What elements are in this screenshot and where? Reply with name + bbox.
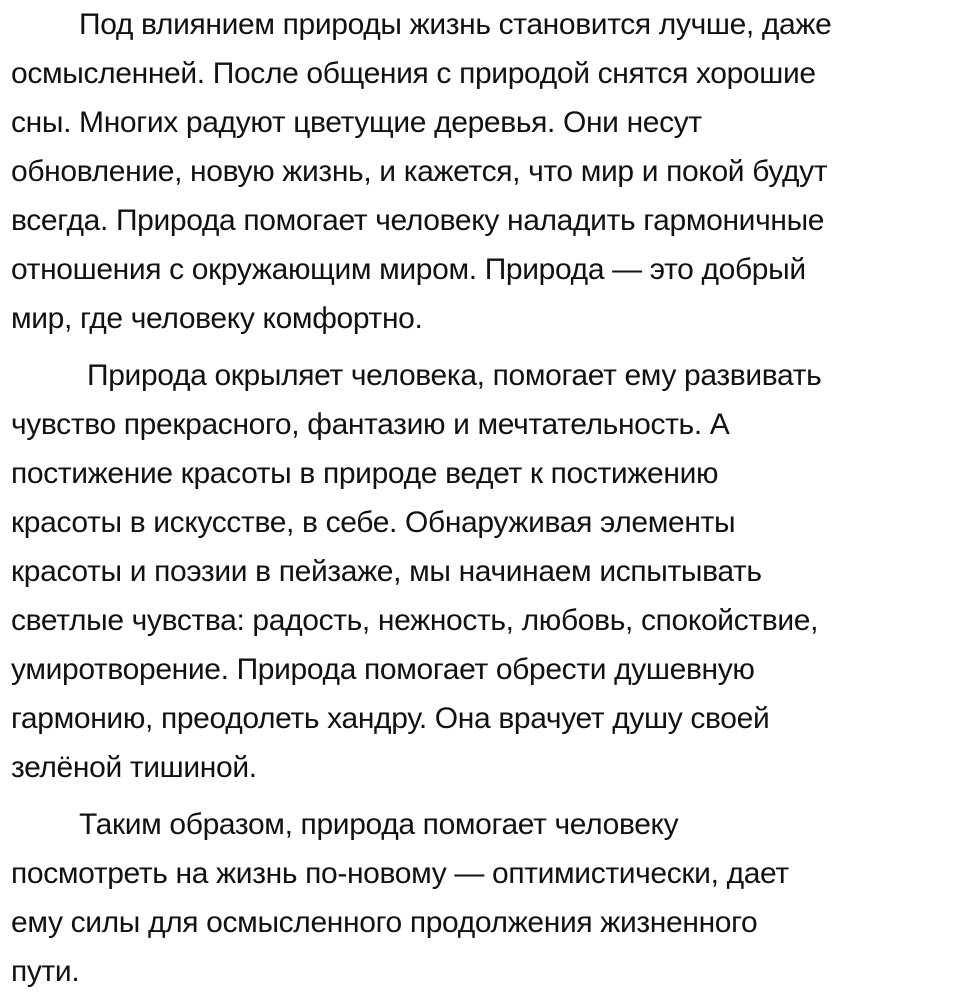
text-line: гармонию, преодолеть хандру. Она врачует душу своей	[11, 702, 770, 735]
text-line: чувство прекрасного, фантазию и мечтательность. А	[11, 408, 730, 441]
text-line: светлые чувства: радость, нежность, любовь, спокойствие,	[11, 604, 819, 637]
text-line: осмысленней. После общения с природой снятся хорошие	[11, 57, 816, 90]
text-line: Природа окрыляет человека, помогает ему развивать	[87, 359, 822, 392]
text-line: пути.	[11, 955, 80, 988]
paragraph-1	[11, 0, 956, 343]
text-line: Таким образом, природа помогает человеку	[79, 808, 679, 841]
text-line: обновление, новую жизнь, и кажется, что мир и покой будут	[11, 155, 828, 188]
text-line: мир, где человеку комфортно.	[11, 302, 423, 335]
text-line: красоты и поэзии в пейзаже, мы начинаем испытывать	[11, 555, 762, 588]
text-line: постижение красоты в природе ведет к постижению	[11, 457, 719, 490]
document-page	[11, 0, 956, 996]
text-line: отношения с окружающим миром. Природа — это добрый	[11, 253, 806, 286]
text-line: всегда. Природа помогает человеку наладить гармоничные	[11, 204, 825, 237]
text-line: красоты в искусстве, в себе. Обнаруживая элементы	[11, 506, 736, 539]
text-line: посмотреть на жизнь по-новому — оптимистически, дает	[11, 857, 789, 890]
paragraph-3	[11, 800, 956, 996]
text-line: сны. Многих радуют цветущие деревья. Они несут	[11, 106, 702, 139]
text-line: зелёной тишиной.	[11, 751, 257, 784]
text-line: ему силы для осмысленного продолжения жизненного	[11, 906, 758, 939]
text-line: умиротворение. Природа помогает обрести душевную	[11, 653, 755, 686]
paragraph-2	[11, 351, 956, 792]
text-line: Под влиянием природы жизнь становится лучше, даже	[79, 8, 832, 41]
